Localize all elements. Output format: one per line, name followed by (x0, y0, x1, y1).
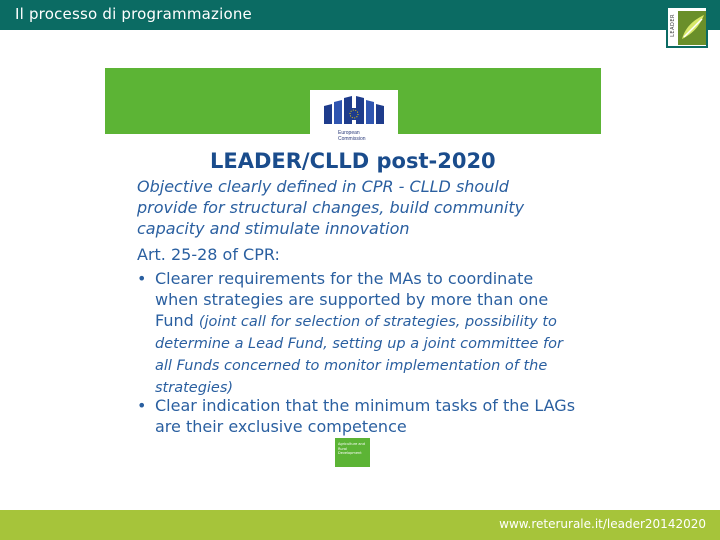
ec-label: European Commission (338, 130, 366, 142)
bullet-item (137, 268, 577, 398)
footer-bar (0, 510, 720, 540)
page-title: Il processo di programmazione (15, 5, 252, 23)
bullet-dot: • (137, 396, 147, 415)
leader-logo-text: LEADER (670, 14, 676, 37)
leaf-icon (678, 11, 706, 45)
footer-url[interactable]: www.reterurale.it/leader20142020 (499, 517, 706, 531)
ec-building-icon (322, 94, 386, 124)
european-commission-logo (310, 90, 398, 150)
leader-logo (666, 6, 708, 48)
leader-logo-graphic (678, 11, 706, 45)
agri-logo: Agriculture and Rural Development (335, 438, 370, 467)
top-bar (0, 0, 720, 30)
bullet1-detail: (joint call for selection of strategies, possibility to determine a Lead Fund, setting up a joint committee for all Funds concerned to monitor implementation of the strategies) (155, 314, 563, 396)
bullet-dot: • (137, 269, 147, 288)
bullet2-text: Clear indication that the minimum tasks of the LAGs are their exclusive competence (155, 396, 576, 436)
slide-title: LEADER/CLLD post-2020 (210, 149, 496, 173)
bullet-text (137, 268, 577, 398)
objective-text: Objective clearly defined in CPR - CLLD should provide for structural changes, build community capacity and stimulate innovation (137, 177, 525, 238)
art-heading: Art. 25-28 of CPR: (137, 245, 280, 264)
bullet-item (137, 395, 577, 437)
bullet1-main: Clearer requirements for the MAs to coordinate when strategies are supported by more than one Fund (155, 269, 549, 330)
